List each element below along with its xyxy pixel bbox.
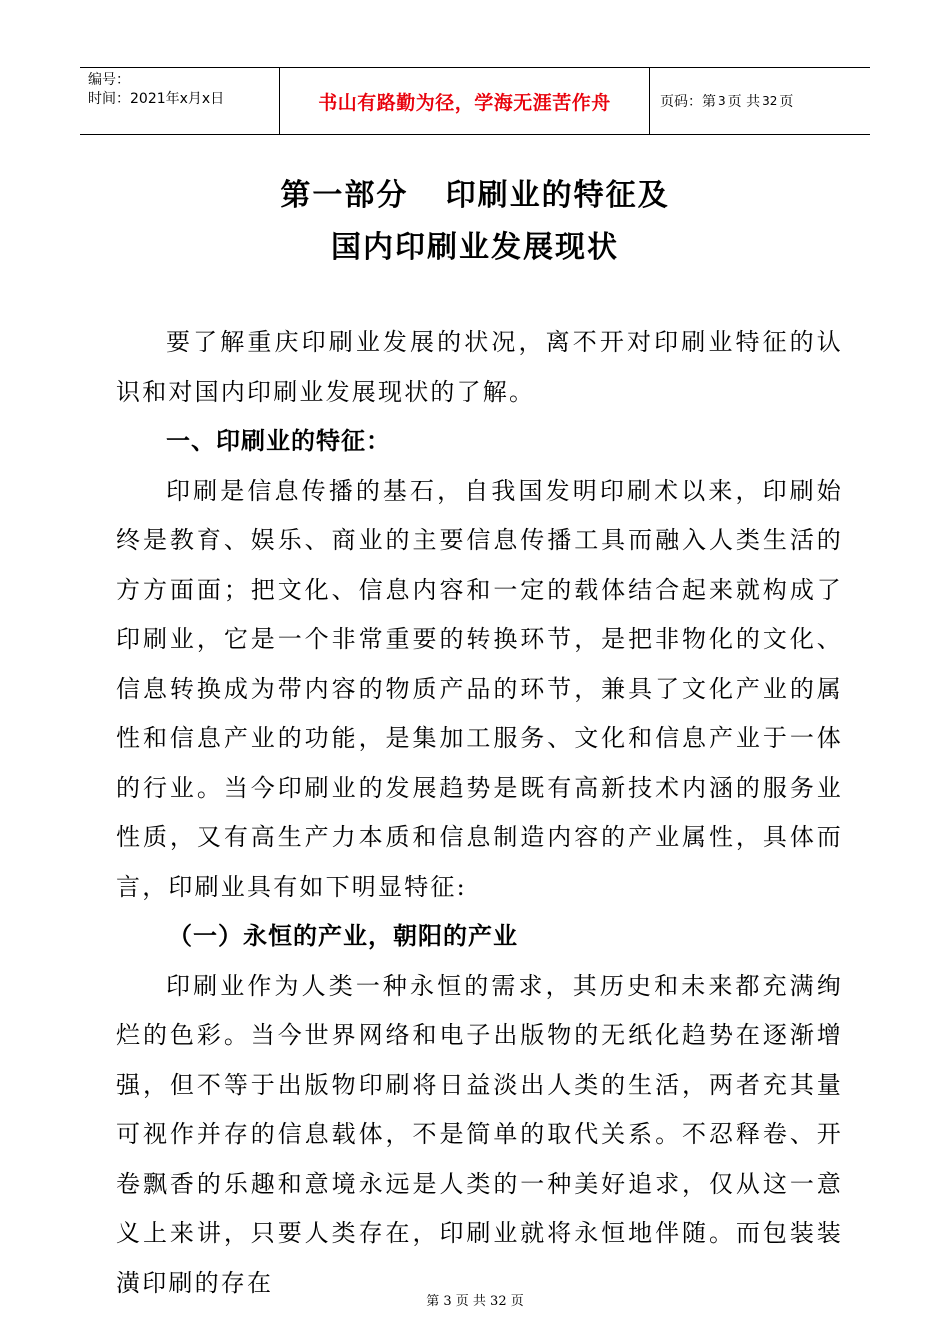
page-current: 3 [718, 94, 726, 108]
number-label: 编号： [88, 72, 130, 88]
page-mid: 页 共 [727, 94, 761, 110]
page-title-line-2: 国内印刷业发展现状 [331, 230, 619, 265]
page-footer: 第 3 页 共 32 页 [426, 1294, 524, 1309]
header-motto: 书山有路勤为径，学海无涯苦作舟 [280, 68, 650, 134]
subsection-paragraph: 印刷业作为人类一种永恒的需求，其历史和未来都充满绚烂的色彩。当今世界网络和电子出版物的无纸化趋势在逐渐增强，但不等于出版物印刷将日益淡出人类的生活，两者充其量可视作并存的信息载体，不是简单的取代关系。不忍释卷、开卷飘香的乐趣和意境永远是人类的一种美好追求，仅从这一意义上来讲，只要人类存在，印刷业就将永恒地伴随。而包装装潢印刷的存在 [116, 971, 843, 1297]
page-suffix: 页 [779, 94, 794, 110]
page-total: 32 [762, 94, 778, 108]
section-heading: 一、印刷业的特征： [166, 427, 391, 455]
page-header [80, 67, 870, 135]
intro-paragraph: 要了解重庆印刷业发展的状况，离不开对印刷业特征的认识和对国内印刷业发展现状的了解。 [116, 328, 843, 406]
page-title-line-1: 第一部分 印刷业的特征及 [280, 178, 670, 213]
subsection-heading: （一）永恒的产业，朝阳的产业 [168, 922, 518, 950]
page-prefix: 页码：第 [660, 94, 716, 110]
time-label: 时间：2021年x月x日 [88, 91, 225, 107]
header-meta [80, 68, 280, 134]
document-body [116, 318, 843, 1308]
header-page-info [650, 68, 870, 134]
section-paragraph: 印刷是信息传播的基石，自我国发明印刷术以来，印刷始终是教育、娱乐、商业的主要信息传播工具而融入人类生活的方方面面；把文化、信息内容和一定的载体结合起来就构成了印刷业，它是一个非常重要的转换环节，是把非物化的文化、信息转换成为带内容的物质产品的环节，兼具了文化产业的属性和信息产业的功能，是集加工服务、文化和信息产业于一体的行业。当今印刷业的发展趋势是既有高新技术内涵的服务业性质，又有高生产力本质和信息制造内容的产业属性，具体而言，印刷业具有如下明显特征: [116, 476, 843, 901]
